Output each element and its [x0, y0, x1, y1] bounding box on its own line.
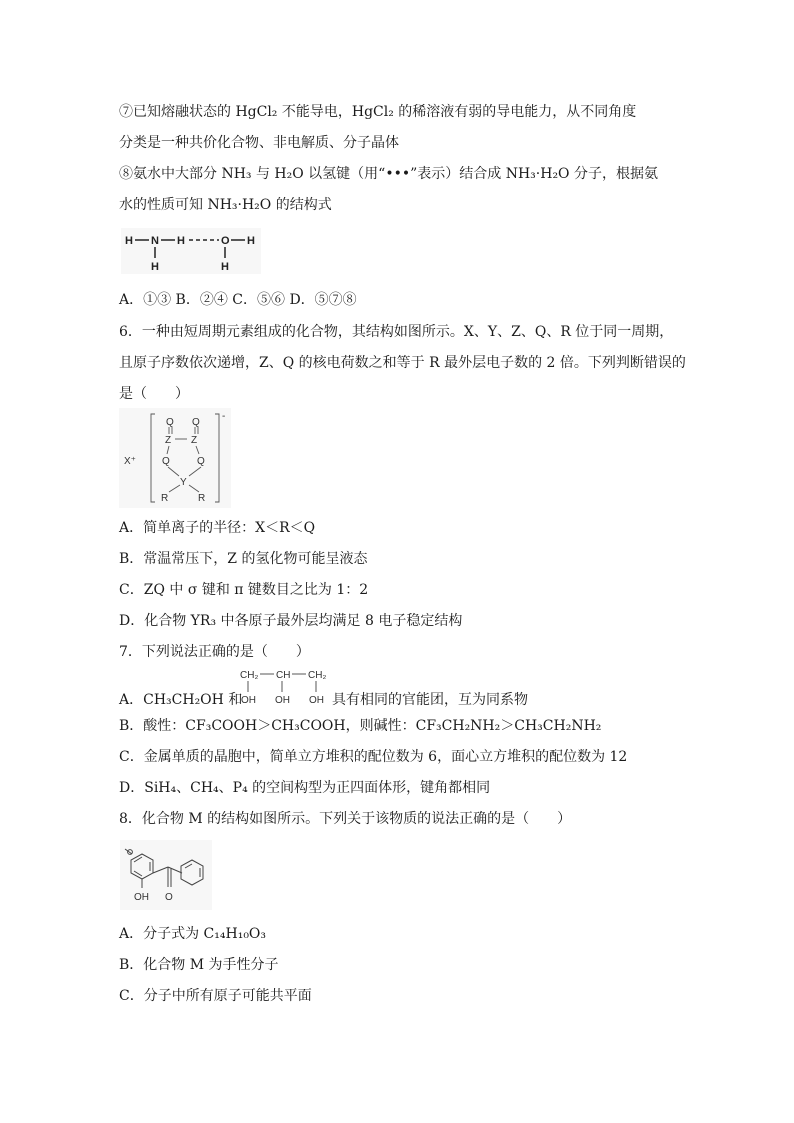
hydroxyl-label: OH: [134, 892, 149, 903]
svg-text:Y: Y: [180, 477, 187, 488]
q8-structure-figure: [120, 840, 212, 910]
item8-line1: ⑧氨水中大部分 NH₃ 与 H₂O 以氢键（用“•••”表示）结合成 NH₃·H₂O 分子，根据氨: [119, 166, 658, 182]
svg-text:R: R: [161, 493, 169, 504]
svg-text:OH: OH: [309, 695, 324, 706]
q6-stem-line1: 6．一种由短周期元素组成的化合物，其结构如图所示。X、Y、Z、Q、R 位于同一周期，: [119, 324, 674, 340]
svg-text:CH₂: CH₂: [240, 670, 259, 681]
svg-text:OH: OH: [275, 695, 290, 706]
q7-stem: 7．下列说法正确的是（ ）: [119, 644, 310, 660]
q7-option-a-post: 具有相同的官能团，互为同系物: [332, 692, 528, 708]
anion-charge: -: [222, 411, 226, 422]
q7-option-c: C．金属单质的晶胞中，简单立方堆积的配位数为 6，面心立方堆积的配位数为 12: [119, 749, 628, 765]
q8-option-a: A．分子式为 C₁₄H₁₀O₃: [119, 926, 267, 942]
q7-option-d: D．SiH₄、CH₄、P₄ 的空间构型为正四面体形，键角都相同: [119, 780, 491, 796]
svg-text:Z: Z: [165, 435, 172, 446]
atom-h4: H: [151, 261, 159, 273]
q6-stem-line2: 且原子序数依次递增，Z、Q 的核电荷数之和等于 R 最外层电子数的 2 倍。下列判断错误的: [119, 355, 686, 371]
svg-text:Z: Z: [191, 435, 198, 446]
svg-text:Q: Q: [197, 456, 205, 467]
q8-option-b: B．化合物 M 为手性分子: [119, 957, 279, 973]
atom-n: N: [151, 235, 159, 247]
atom-o: O: [221, 235, 230, 247]
svg-text:R: R: [198, 493, 206, 504]
item8-line2: 水的性质可知 NH₃·H₂O 的结构式: [119, 197, 332, 213]
atom-h5: H: [221, 261, 229, 273]
q7-option-a-pre: A．CH₃CH₂OH 和: [119, 692, 243, 708]
item7-line2: 分类是一种共价化合物、非电解质、分子晶体: [119, 135, 399, 151]
svg-text:Q: Q: [162, 456, 170, 467]
q6-stem-line3: 是（ ）: [119, 386, 189, 402]
atom-h1: H: [125, 235, 133, 247]
svg-text:OH: OH: [241, 695, 256, 706]
svg-text:CH: CH: [276, 670, 291, 681]
q6-structure-figure: [119, 408, 231, 508]
q5-options: A．①③ B．②④ C．⑤⑥ D．⑤⑦⑧: [119, 292, 357, 308]
q7-option-b: B．酸性：CF₃COOH＞CH₃COOH，则碱性：CF₃CH₂NH₂＞CH₃CH₂NH₂: [119, 718, 602, 734]
item7-line1: ⑦已知熔融状态的 HgCl₂ 不能导电，HgCl₂ 的稀溶液有弱的导电能力，从不同角度: [119, 104, 637, 120]
cation-x: X⁺: [124, 456, 136, 467]
atom-h2: H: [177, 235, 185, 247]
svg-text:Q: Q: [166, 417, 174, 428]
svg-text:Q: Q: [192, 417, 200, 428]
q8-stem: 8．化合物 M 的结构如图所示。下列关于该物质的说法正确的是（ ）: [119, 811, 572, 827]
nh3h2o-structure-figure: [121, 228, 261, 274]
atom-h3: H: [247, 235, 255, 247]
q6-option-b: B．常温常压下，Z 的氢化物可能呈液态: [119, 551, 368, 567]
q6-option-a: A．简单离子的半径：X＜R＜Q: [119, 520, 316, 536]
svg-text:CH₂: CH₂: [308, 670, 327, 681]
q6-option-c: C．ZQ 中 σ 键和 π 键数目之比为 1：2: [119, 582, 369, 598]
q6-option-d: D．化合物 YR₃ 中各原子最外层均满足 8 电子稳定结构: [119, 613, 463, 629]
carbonyl-o-label: O: [165, 892, 173, 903]
glycerol-structure-figure: [238, 666, 334, 706]
q8-option-c: C．分子中所有原子可能共平面: [119, 988, 312, 1004]
